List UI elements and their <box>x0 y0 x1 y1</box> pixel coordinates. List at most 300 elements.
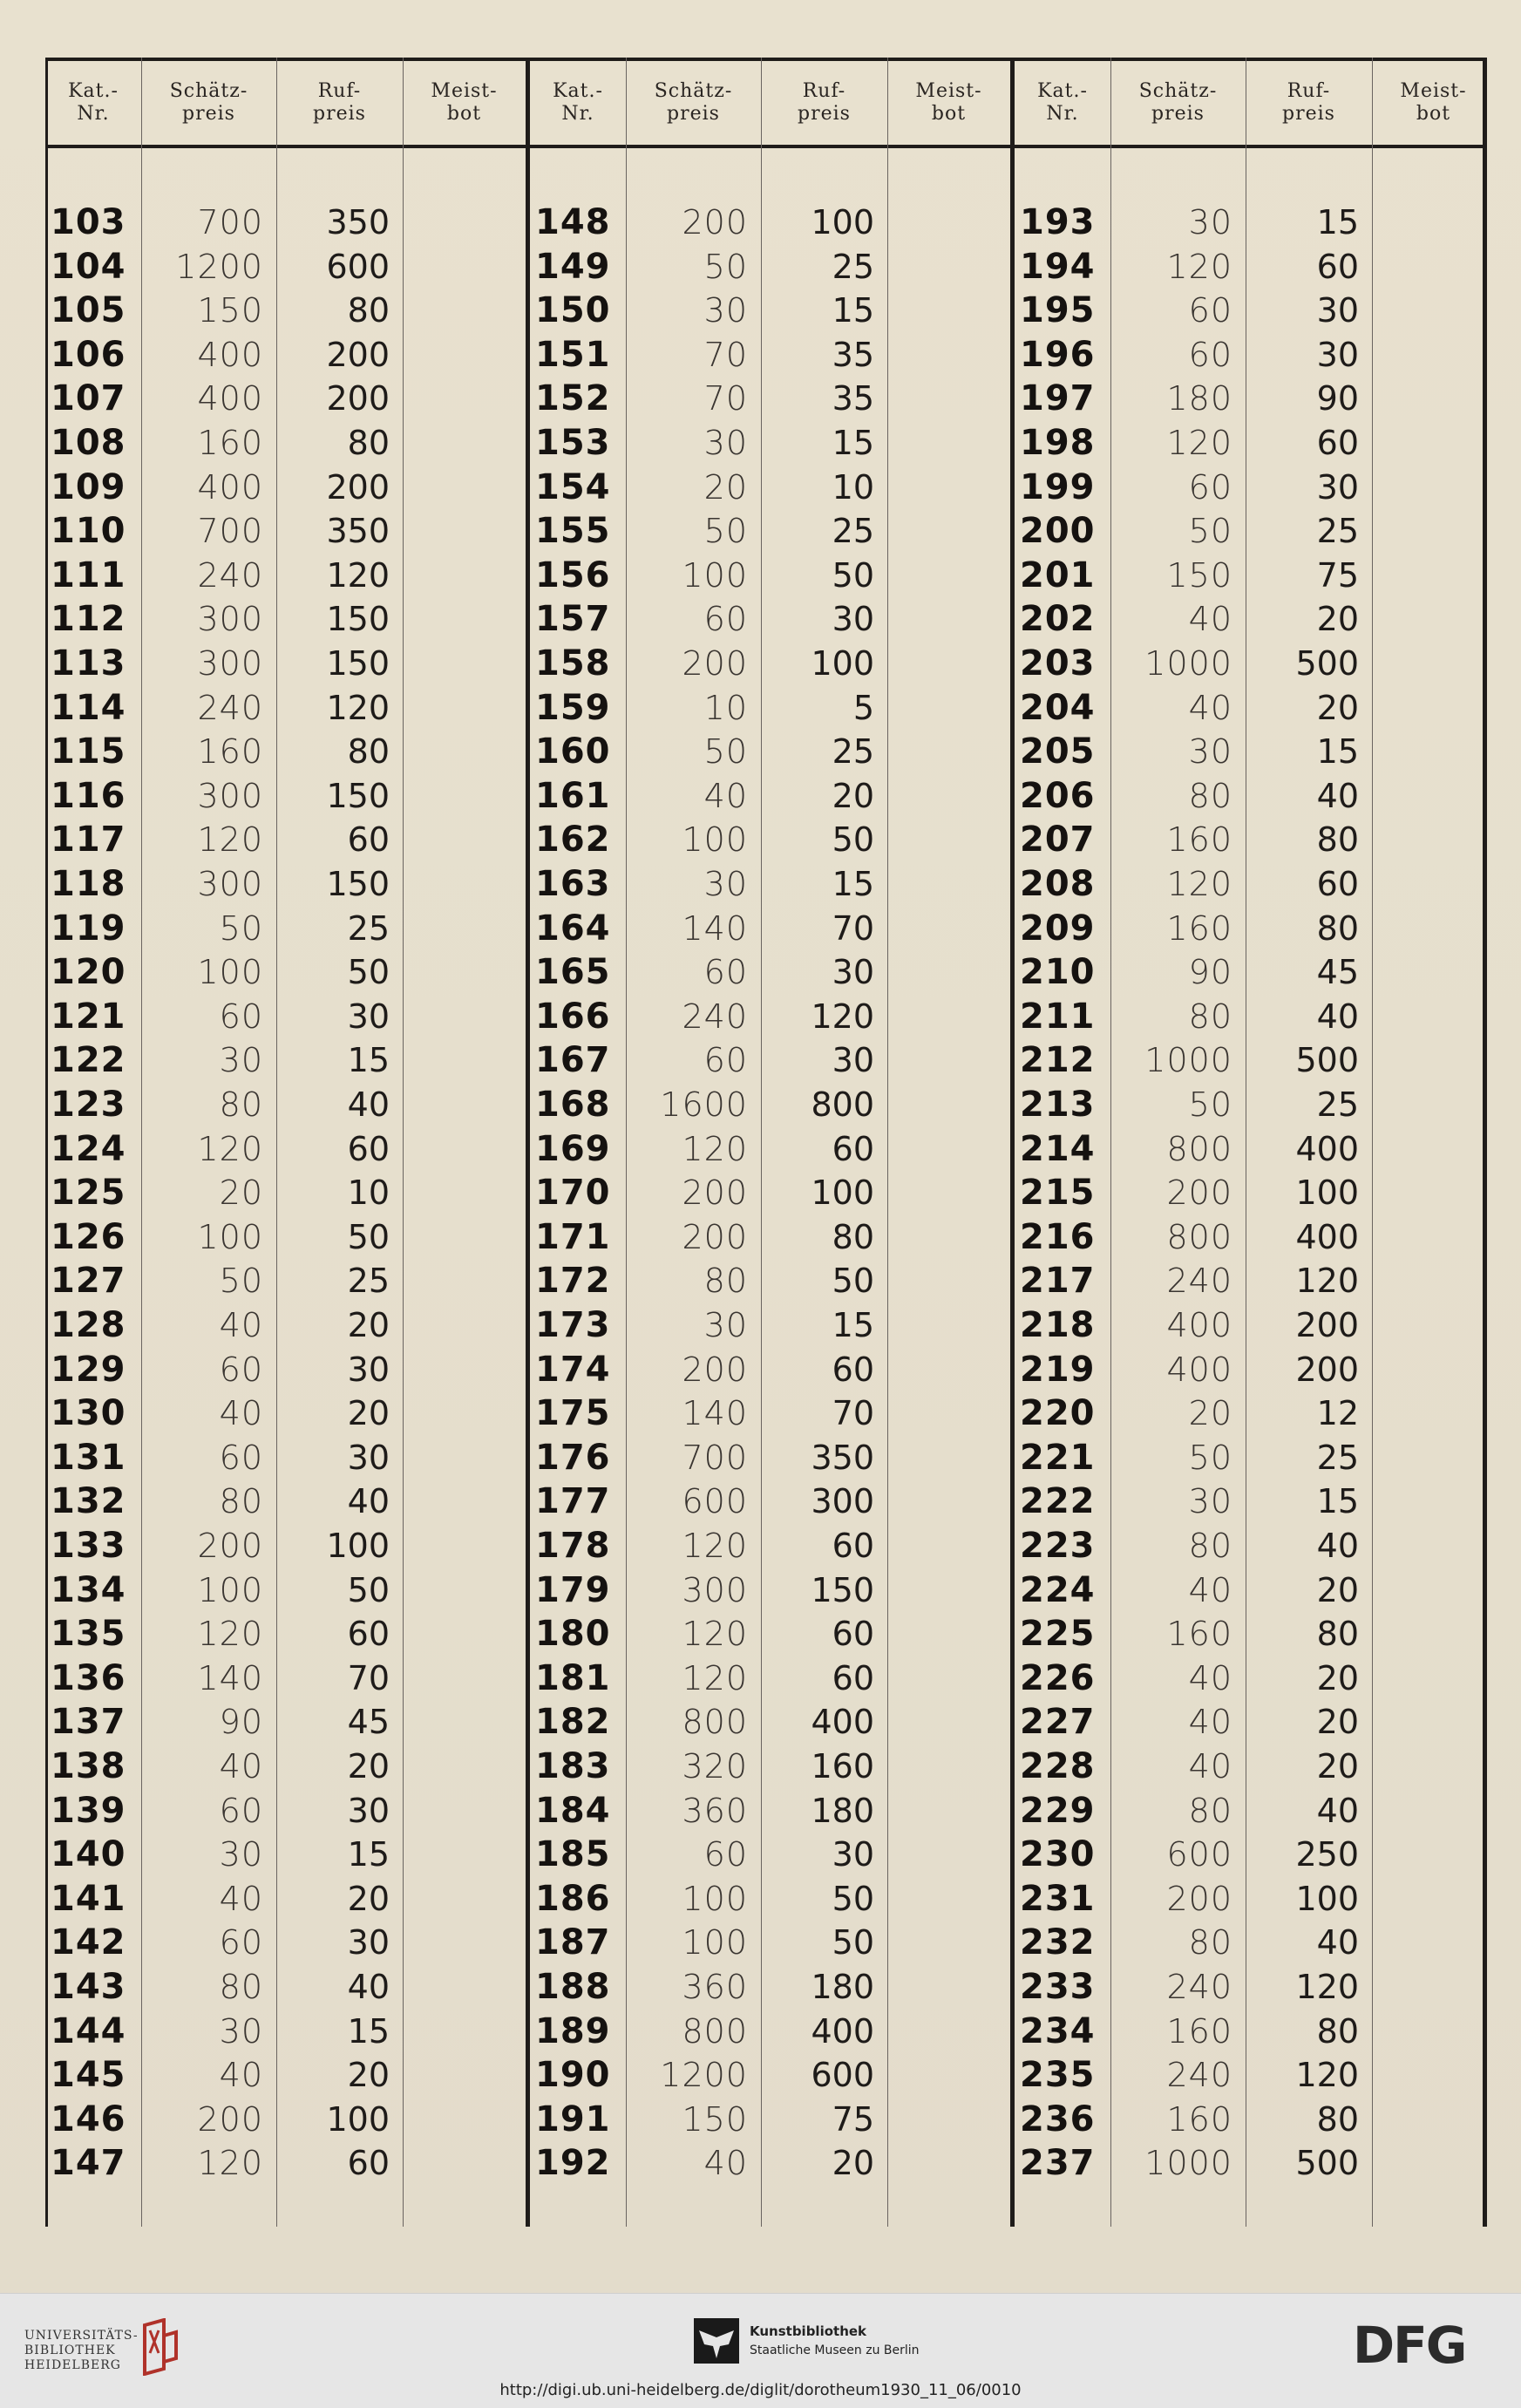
starting-price: 80 <box>347 291 390 330</box>
starting-price: 180 <box>811 1791 874 1830</box>
highest-bid-cell <box>403 995 516 1038</box>
highest-bid-cell <box>887 1965 1001 2009</box>
header-schaetz-line: preis <box>182 103 235 125</box>
estimate-price: 100 <box>197 1217 263 1256</box>
catalog-number: 123 <box>51 1085 126 1125</box>
highest-bid-cell <box>887 1789 1001 1833</box>
catalog-number: 126 <box>51 1216 126 1257</box>
starting-price: 60 <box>832 1350 874 1389</box>
header-kat <box>45 58 141 148</box>
starting-price: 120 <box>811 997 874 1036</box>
table-row <box>1015 1745 1495 1788</box>
header-schaetz-line: Schätz- <box>1138 80 1218 102</box>
header-ruf <box>1246 58 1372 148</box>
catalog-number: 202 <box>1020 599 1096 640</box>
highest-bid-cell <box>403 421 516 465</box>
catalog-number: 163 <box>535 864 611 904</box>
starting-price: 60 <box>347 2144 390 2183</box>
table-row <box>530 466 1010 509</box>
dfg-logo: DFG <box>1353 2316 1466 2375</box>
table-row <box>530 686 1010 730</box>
starting-price: 400 <box>811 2011 874 2051</box>
starting-price: 45 <box>347 1703 390 1742</box>
catalog-number: 175 <box>535 1393 611 1434</box>
catalog-number: 201 <box>1020 554 1096 595</box>
table-row <box>45 333 526 377</box>
header-ruf-line: preis <box>313 103 366 125</box>
highest-bid-cell <box>403 1348 516 1391</box>
table-row <box>45 1921 526 1964</box>
catalog-number: 206 <box>1020 775 1096 816</box>
highest-bid-cell <box>403 1745 516 1788</box>
table-row <box>45 2010 526 2053</box>
catalog-number: 187 <box>535 1922 611 1963</box>
estimate-price: 60 <box>219 997 263 1036</box>
highest-bid-cell <box>1372 1127 1485 1171</box>
header-schaetz-line: preis <box>1151 103 1205 125</box>
estimate-price: 30 <box>1188 203 1232 241</box>
table-row <box>530 201 1010 244</box>
starting-price: 60 <box>347 1129 390 1168</box>
header-schaetz-line: Schätz- <box>654 80 733 102</box>
table-row <box>530 1303 1010 1347</box>
catalog-number: 149 <box>535 246 611 287</box>
catalog-number: 132 <box>51 1481 126 1522</box>
highest-bid-cell <box>1372 1436 1485 1479</box>
starting-price: 5 <box>852 688 874 727</box>
estimate-price: 50 <box>1188 1438 1232 1477</box>
catalog-number: 183 <box>535 1746 611 1786</box>
highest-bid-cell <box>887 818 1001 861</box>
table-row <box>45 509 526 553</box>
estimate-price: 10 <box>703 688 748 727</box>
highest-bid-cell <box>403 554 516 597</box>
estimate-price: 160 <box>1166 2011 1232 2051</box>
table-row <box>1015 1215 1495 1259</box>
highest-bid-cell <box>1372 1348 1485 1391</box>
starting-price: 120 <box>326 688 390 727</box>
catalog-number: 164 <box>535 908 611 949</box>
highest-bid-cell <box>403 1612 516 1656</box>
table-row <box>1015 1127 1495 1171</box>
table-row <box>45 1391 526 1435</box>
starting-price: 12 <box>1316 1394 1359 1433</box>
highest-bid-cell <box>1372 1568 1485 1612</box>
estimate-price: 1000 <box>1144 2144 1232 2183</box>
catalog-number: 112 <box>51 599 126 640</box>
catalog-number: 143 <box>51 1967 126 2007</box>
catalog-number: 177 <box>535 1481 611 1522</box>
estimate-price: 700 <box>682 1438 748 1477</box>
catalog-number: 140 <box>51 1834 126 1875</box>
table-row <box>530 377 1010 420</box>
catalog-number: 192 <box>535 2143 611 2184</box>
highest-bid-cell <box>887 1921 1001 1964</box>
catalog-number: 230 <box>1020 1834 1096 1875</box>
catalog-number: 208 <box>1020 864 1096 904</box>
highest-bid-cell <box>1372 774 1485 818</box>
catalog-number: 199 <box>1020 466 1096 507</box>
estimate-price: 60 <box>219 1438 263 1477</box>
starting-price: 25 <box>832 732 874 772</box>
catalog-number: 222 <box>1020 1481 1096 1522</box>
starting-price: 250 <box>1295 1835 1359 1874</box>
table-row <box>530 333 1010 377</box>
estimate-price: 200 <box>682 1173 748 1213</box>
table-row <box>45 201 526 244</box>
table-row <box>45 1568 526 1612</box>
starting-price: 75 <box>832 2099 874 2139</box>
highest-bid-cell <box>887 1127 1001 1171</box>
starting-price: 25 <box>1316 1438 1359 1477</box>
header-kat-line: Kat.- <box>68 80 119 102</box>
highest-bid-cell <box>1372 289 1485 332</box>
table-row <box>530 245 1010 289</box>
catalog-number: 237 <box>1020 2143 1096 2184</box>
catalog-number: 150 <box>535 290 611 331</box>
table-row <box>530 1215 1010 1259</box>
table-row <box>45 2053 526 2097</box>
table-row <box>45 1789 526 1833</box>
catalog-number: 194 <box>1020 246 1096 287</box>
table-row <box>45 1303 526 1347</box>
starting-price: 350 <box>326 203 390 241</box>
starting-price: 30 <box>1316 291 1359 330</box>
estimate-price: 40 <box>1188 688 1232 727</box>
estimate-price: 240 <box>682 997 748 1036</box>
starting-price: 30 <box>1316 467 1359 507</box>
highest-bid-cell <box>1372 1965 1485 2009</box>
table-row <box>1015 1921 1495 1964</box>
table-row <box>45 1700 526 1744</box>
starting-price: 50 <box>347 1217 390 1256</box>
catalog-number: 107 <box>51 378 126 419</box>
estimate-price: 40 <box>1188 1658 1232 1697</box>
highest-bid-cell <box>1372 466 1485 509</box>
catalog-number: 121 <box>51 996 126 1037</box>
highest-bid-cell <box>887 995 1001 1038</box>
estimate-price: 120 <box>682 1129 748 1168</box>
university-library-name <box>24 2329 139 2373</box>
highest-bid-cell <box>403 1259 516 1303</box>
highest-bid-cell <box>403 642 516 685</box>
estimate-price: 30 <box>219 1041 263 1080</box>
highest-bid-cell <box>887 2010 1001 2053</box>
header-schaetz <box>626 58 761 148</box>
catalog-number: 188 <box>535 1967 611 2007</box>
estimate-price: 60 <box>703 953 748 992</box>
starting-price: 15 <box>1316 732 1359 772</box>
table-row <box>45 377 526 420</box>
estimate-price: 140 <box>197 1658 263 1697</box>
estimate-price: 360 <box>682 1791 748 1830</box>
estimate-price: 60 <box>219 1923 263 1962</box>
starting-price: 100 <box>811 203 874 241</box>
table-row <box>1015 1038 1495 1082</box>
starting-price: 400 <box>1295 1217 1359 1256</box>
highest-bid-cell <box>887 289 1001 332</box>
highest-bid-cell <box>403 289 516 332</box>
header-kat-line: Kat.- <box>1037 80 1088 102</box>
highest-bid-cell <box>1372 1921 1485 1964</box>
highest-bid-cell <box>1372 686 1485 730</box>
starting-price: 350 <box>811 1438 874 1477</box>
table-row <box>530 642 1010 685</box>
university-library-logo-icon <box>138 2318 181 2376</box>
starting-price: 200 <box>326 467 390 507</box>
table-row <box>1015 1083 1495 1126</box>
catalog-number: 179 <box>535 1569 611 1610</box>
catalog-number: 226 <box>1020 1657 1096 1698</box>
catalog-number: 178 <box>535 1526 611 1566</box>
estimate-price: 80 <box>1188 1791 1232 1830</box>
table-row <box>530 818 1010 861</box>
table-row <box>1015 1524 1495 1568</box>
estimate-price: 30 <box>703 1306 748 1344</box>
catalog-number: 200 <box>1020 511 1096 552</box>
estimate-price: 320 <box>682 1747 748 1786</box>
table-row <box>530 1789 1010 1833</box>
estimate-price: 80 <box>1188 1527 1232 1565</box>
estimate-price: 1000 <box>1144 644 1232 683</box>
table-row <box>45 421 526 465</box>
eagle-emblem-icon <box>694 2318 739 2364</box>
highest-bid-cell <box>887 1700 1001 1744</box>
highest-bid-cell <box>887 597 1001 641</box>
catalog-number: 110 <box>51 511 126 552</box>
highest-bid-cell <box>887 1612 1001 1656</box>
highest-bid-cell <box>1372 1083 1485 1126</box>
starting-price: 20 <box>1316 1658 1359 1697</box>
starting-price: 25 <box>347 908 390 948</box>
table-row <box>530 1965 1010 2009</box>
table-row <box>1015 1789 1495 1833</box>
highest-bid-cell <box>403 1038 516 1082</box>
estimate-price: 120 <box>197 1129 263 1168</box>
catalog-number: 216 <box>1020 1216 1096 1257</box>
highest-bid-cell <box>1372 1391 1485 1435</box>
catalog-number: 108 <box>51 423 126 463</box>
highest-bid-cell <box>403 862 516 906</box>
highest-bid-cell <box>1372 1745 1485 1788</box>
catalog-number: 116 <box>51 775 126 816</box>
catalog-number: 219 <box>1020 1349 1096 1390</box>
table-row <box>530 774 1010 818</box>
table-row <box>530 597 1010 641</box>
catalog-number: 218 <box>1020 1305 1096 1345</box>
highest-bid-cell <box>403 1568 516 1612</box>
starting-price: 350 <box>326 512 390 551</box>
estimate-price: 100 <box>682 555 748 595</box>
estimate-price: 180 <box>1166 379 1232 418</box>
catalog-number: 229 <box>1020 1790 1096 1831</box>
table-row <box>1015 1171 1495 1214</box>
estimate-price: 400 <box>1166 1306 1232 1344</box>
estimate-price: 240 <box>1166 1262 1232 1301</box>
catalog-number: 217 <box>1020 1261 1096 1302</box>
highest-bid-cell <box>1372 862 1485 906</box>
starting-price: 20 <box>1316 688 1359 727</box>
estimate-price: 30 <box>1188 732 1232 772</box>
starting-price: 35 <box>832 379 874 418</box>
starting-price: 40 <box>1316 776 1359 815</box>
catalog-number: 169 <box>535 1128 611 1169</box>
catalog-number: 109 <box>51 466 126 507</box>
estimate-price: 40 <box>219 1747 263 1786</box>
highest-bid-cell <box>403 1700 516 1744</box>
highest-bid-cell <box>887 907 1001 950</box>
starting-price: 20 <box>347 1747 390 1786</box>
table-row <box>45 1965 526 2009</box>
estimate-price: 150 <box>682 2099 748 2139</box>
estimate-price: 80 <box>703 1262 748 1301</box>
table-row <box>45 1348 526 1391</box>
catalog-number: 223 <box>1020 1526 1096 1566</box>
starting-price: 50 <box>347 1570 390 1609</box>
library-line-3: HEIDELBERG <box>24 2358 121 2372</box>
catalog-number: 220 <box>1020 1393 1096 1434</box>
catalog-number: 233 <box>1020 1967 1096 2007</box>
starting-price: 25 <box>1316 512 1359 551</box>
estimate-price: 80 <box>1188 1923 1232 1962</box>
catalog-number: 129 <box>51 1349 126 1390</box>
highest-bid-cell <box>887 1833 1001 1876</box>
estimate-price: 120 <box>197 1615 263 1654</box>
estimate-price: 1000 <box>1144 1041 1232 1080</box>
starting-price: 15 <box>1316 203 1359 241</box>
estimate-price: 200 <box>682 1217 748 1256</box>
table-row <box>1015 2053 1495 2097</box>
estimate-price: 160 <box>1166 820 1232 860</box>
header-kat <box>1015 58 1110 148</box>
catalog-number: 227 <box>1020 1702 1096 1743</box>
estimate-price: 800 <box>1166 1129 1232 1168</box>
catalog-number: 145 <box>51 2055 126 2096</box>
estimate-price: 40 <box>703 776 748 815</box>
header-kat <box>530 58 626 148</box>
highest-bid-cell <box>403 1215 516 1259</box>
table-row <box>1015 377 1495 420</box>
table-row <box>1015 1965 1495 2009</box>
header-meist-line: Meist- <box>431 80 498 102</box>
estimate-price: 30 <box>703 424 748 462</box>
estimate-price: 1200 <box>175 247 263 286</box>
estimate-price: 120 <box>1166 247 1232 286</box>
table-row <box>530 1083 1010 1126</box>
table-row <box>1015 1700 1495 1744</box>
estimate-price: 1600 <box>660 1085 748 1124</box>
catalog-number: 224 <box>1020 1569 1096 1610</box>
catalog-number: 213 <box>1020 1085 1096 1125</box>
highest-bid-cell <box>1372 1612 1485 1656</box>
catalog-number: 210 <box>1020 952 1096 993</box>
estimate-price: 300 <box>197 644 263 683</box>
estimate-price: 120 <box>1166 424 1232 462</box>
highest-bid-cell <box>403 1391 516 1435</box>
table-row <box>1015 995 1495 1038</box>
catalog-number: 148 <box>535 202 611 242</box>
catalog-number: 184 <box>535 1790 611 1831</box>
catalog-number: 167 <box>535 1040 611 1081</box>
highest-bid-cell <box>403 1083 516 1126</box>
highest-bid-cell <box>1372 1038 1485 1082</box>
header-meist-line: Meist- <box>915 80 982 102</box>
catalog-number: 168 <box>535 1085 611 1125</box>
catalog-number: 117 <box>51 820 126 860</box>
catalog-number: 211 <box>1020 996 1096 1037</box>
table-row <box>45 2141 526 2185</box>
header-ruf-line: Ruf- <box>1287 80 1331 102</box>
starting-price: 120 <box>1295 1968 1359 2006</box>
highest-bid-cell <box>887 421 1001 465</box>
header-meist <box>403 58 526 148</box>
starting-price: 60 <box>832 1129 874 1168</box>
highest-bid-cell <box>1372 950 1485 994</box>
starting-price: 20 <box>347 1879 390 1918</box>
table-row <box>530 862 1010 906</box>
starting-price: 30 <box>832 1835 874 1874</box>
table-row <box>45 1215 526 1259</box>
highest-bid-cell <box>403 333 516 377</box>
estimate-price: 800 <box>1166 1217 1232 1256</box>
source-url[interactable]: http://digi.ub.uni-heidelberg.de/diglit/dorotheum1930_11_06/0010 <box>499 2381 1022 2399</box>
table-row <box>1015 730 1495 773</box>
catalog-number: 161 <box>535 775 611 816</box>
estimate-price: 200 <box>1166 1173 1232 1213</box>
catalog-number: 195 <box>1020 290 1096 331</box>
estimate-price: 700 <box>197 512 263 551</box>
catalog-number: 111 <box>51 554 126 595</box>
starting-price: 400 <box>811 1703 874 1742</box>
table-row <box>1015 907 1495 950</box>
starting-price: 100 <box>811 1173 874 1213</box>
starting-price: 50 <box>832 820 874 860</box>
header-kat-line: Nr. <box>561 103 594 125</box>
starting-price: 800 <box>811 1085 874 1124</box>
starting-price: 20 <box>832 776 874 815</box>
catalog-number: 174 <box>535 1349 611 1390</box>
starting-price: 150 <box>326 644 390 683</box>
museum-name: Kunstbibliothek <box>750 2323 867 2339</box>
estimate-price: 80 <box>219 1968 263 2006</box>
starting-price: 80 <box>832 1217 874 1256</box>
catalog-number: 156 <box>535 554 611 595</box>
starting-price: 80 <box>1316 1615 1359 1654</box>
header-ruf-line: preis <box>798 103 851 125</box>
starting-price: 60 <box>832 1615 874 1654</box>
starting-price: 60 <box>1316 247 1359 286</box>
highest-bid-cell <box>887 2098 1001 2141</box>
highest-bid-cell <box>1372 1303 1485 1347</box>
starting-price: 40 <box>347 1968 390 2006</box>
starting-price: 25 <box>1316 1085 1359 1124</box>
highest-bid-cell <box>403 2098 516 2141</box>
highest-bid-cell <box>1372 509 1485 553</box>
catalog-number: 158 <box>535 643 611 684</box>
catalog-number: 104 <box>51 246 126 287</box>
estimate-price: 140 <box>682 908 748 948</box>
estimate-price: 400 <box>1166 1350 1232 1389</box>
table-row <box>45 818 526 861</box>
catalog-number: 133 <box>51 1526 126 1566</box>
highest-bid-cell <box>887 1524 1001 1568</box>
highest-bid-cell <box>403 1479 516 1523</box>
table-row <box>45 289 526 332</box>
catalog-number: 165 <box>535 952 611 993</box>
table-row <box>45 1833 526 1876</box>
catalog-number: 197 <box>1020 378 1096 419</box>
highest-bid-cell <box>887 2053 1001 2097</box>
